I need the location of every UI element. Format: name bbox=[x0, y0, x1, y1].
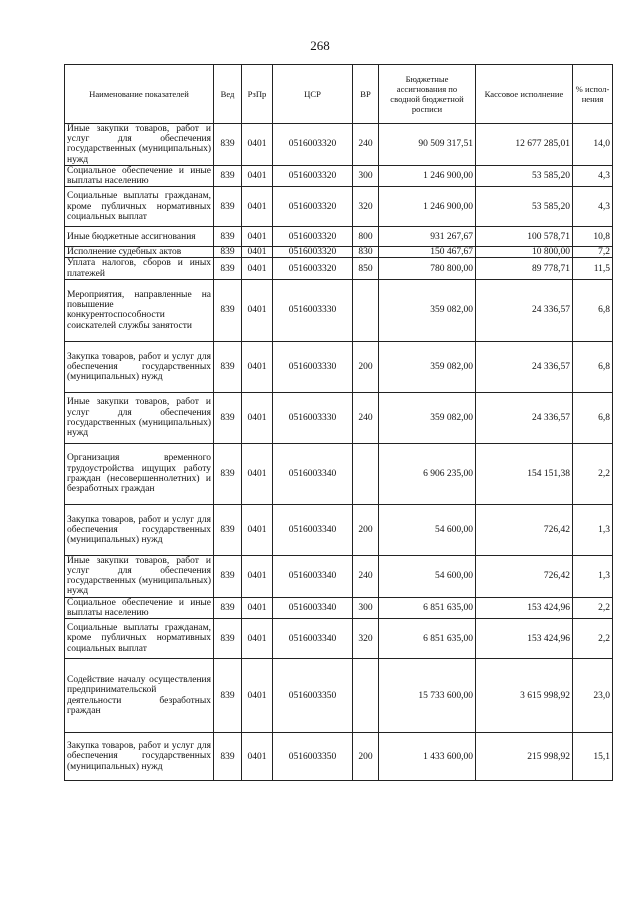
row-ved: 839 bbox=[214, 659, 242, 733]
row-csr: 0516003340 bbox=[273, 555, 353, 597]
row-budget: 150 467,67 bbox=[379, 247, 476, 258]
row-name: Закупка товаров, работ и услуг для обеспечения государственных (муниципальных) нужд bbox=[65, 733, 214, 781]
table-row bbox=[65, 504, 613, 555]
row-budget: 6 906 235,00 bbox=[379, 443, 476, 504]
row-budget: 780 800,00 bbox=[379, 258, 476, 279]
row-rzpr: 0401 bbox=[242, 187, 273, 227]
row-rzpr: 0401 bbox=[242, 733, 273, 781]
row-csr: 0516003320 bbox=[273, 124, 353, 166]
row-cash: 100 578,71 bbox=[476, 227, 573, 247]
row-csr: 0516003320 bbox=[273, 227, 353, 247]
row-rzpr: 0401 bbox=[242, 659, 273, 733]
row-vr: 240 bbox=[353, 555, 379, 597]
row-cash: 153 424,96 bbox=[476, 597, 573, 618]
table-row bbox=[65, 227, 613, 247]
row-name: Организация временного трудоустройства ищущих работу граждан (несовершеннолетних) и безработных граждан bbox=[65, 443, 214, 504]
row-vr: 300 bbox=[353, 597, 379, 618]
row-rzpr: 0401 bbox=[242, 279, 273, 341]
header-cash: Кассовое исполнение bbox=[476, 65, 573, 124]
row-name: Иные закупки товаров, работ и услуг для обеспечения государственных (муниципальных) нужд bbox=[65, 555, 214, 597]
row-ved: 839 bbox=[214, 341, 242, 392]
row-ved: 839 bbox=[214, 443, 242, 504]
row-name: Содействие началу осуществления предпринимательской деятельности безработных граждан bbox=[65, 659, 214, 733]
table-row bbox=[65, 187, 613, 227]
row-cash: 153 424,96 bbox=[476, 619, 573, 659]
header-budget: Бюджетные ассигнования по сводной бюджетной росписи bbox=[379, 65, 476, 124]
row-csr: 0516003340 bbox=[273, 504, 353, 555]
row-vr bbox=[353, 659, 379, 733]
row-cash: 24 336,57 bbox=[476, 279, 573, 341]
table-row bbox=[65, 733, 613, 781]
row-ved: 839 bbox=[214, 597, 242, 618]
row-budget: 1 246 900,00 bbox=[379, 187, 476, 227]
row-ved: 839 bbox=[214, 619, 242, 659]
table-row bbox=[65, 124, 613, 166]
row-name: Уплата налогов, сборов и иных платежей bbox=[65, 258, 214, 279]
row-name: Социальное обеспечение и иные выплаты населению bbox=[65, 597, 214, 618]
row-cash: 154 151,38 bbox=[476, 443, 573, 504]
row-csr: 0516003340 bbox=[273, 597, 353, 618]
table-row bbox=[65, 659, 613, 733]
row-budget: 90 509 317,51 bbox=[379, 124, 476, 166]
row-ved: 839 bbox=[214, 279, 242, 341]
row-name: Исполнение судебных актов bbox=[65, 247, 214, 258]
row-csr: 0516003350 bbox=[273, 733, 353, 781]
row-budget: 1 433 600,00 bbox=[379, 733, 476, 781]
row-budget: 15 733 600,00 bbox=[379, 659, 476, 733]
row-vr: 200 bbox=[353, 341, 379, 392]
row-pct: 2,2 bbox=[573, 619, 613, 659]
header-vr: ВР bbox=[353, 65, 379, 124]
header-pct: % испол-нения bbox=[573, 65, 613, 124]
row-cash: 10 800,00 bbox=[476, 247, 573, 258]
row-name: Мероприятия, направленные на повышение конкурентоспособности соискателей службы занятости bbox=[65, 279, 214, 341]
row-csr: 0516003330 bbox=[273, 392, 353, 443]
row-name: Иные закупки товаров, работ и услуг для обеспечения государственных (муниципальных) нужд bbox=[65, 124, 214, 166]
row-vr: 800 bbox=[353, 227, 379, 247]
row-rzpr: 0401 bbox=[242, 443, 273, 504]
row-vr: 300 bbox=[353, 165, 379, 186]
row-name: Иные закупки товаров, работ и услуг для обеспечения государственных (муниципальных) нужд bbox=[65, 392, 214, 443]
row-rzpr: 0401 bbox=[242, 504, 273, 555]
table-body bbox=[65, 124, 613, 781]
row-csr: 0516003340 bbox=[273, 443, 353, 504]
row-budget: 6 851 635,00 bbox=[379, 597, 476, 618]
table-row bbox=[65, 247, 613, 258]
row-pct: 15,1 bbox=[573, 733, 613, 781]
row-pct: 23,0 bbox=[573, 659, 613, 733]
row-pct: 6,8 bbox=[573, 392, 613, 443]
row-vr: 240 bbox=[353, 124, 379, 166]
row-budget: 931 267,67 bbox=[379, 227, 476, 247]
row-rzpr: 0401 bbox=[242, 341, 273, 392]
row-name: Закупка товаров, работ и услуг для обеспечения государственных (муниципальных) нужд bbox=[65, 341, 214, 392]
row-pct: 4,3 bbox=[573, 187, 613, 227]
row-ved: 839 bbox=[214, 124, 242, 166]
table-row bbox=[65, 165, 613, 186]
row-cash: 3 615 998,92 bbox=[476, 659, 573, 733]
row-pct: 6,8 bbox=[573, 341, 613, 392]
table-row bbox=[65, 555, 613, 597]
row-vr: 200 bbox=[353, 504, 379, 555]
row-csr: 0516003320 bbox=[273, 247, 353, 258]
table-row bbox=[65, 392, 613, 443]
row-cash: 89 778,71 bbox=[476, 258, 573, 279]
row-cash: 53 585,20 bbox=[476, 165, 573, 186]
row-csr: 0516003320 bbox=[273, 165, 353, 186]
row-pct: 11,5 bbox=[573, 258, 613, 279]
row-csr: 0516003340 bbox=[273, 619, 353, 659]
table-row bbox=[65, 279, 613, 341]
row-ved: 839 bbox=[214, 165, 242, 186]
row-ved: 839 bbox=[214, 187, 242, 227]
row-budget: 6 851 635,00 bbox=[379, 619, 476, 659]
row-cash: 53 585,20 bbox=[476, 187, 573, 227]
row-pct: 7,2 bbox=[573, 247, 613, 258]
row-ved: 839 bbox=[214, 555, 242, 597]
row-budget: 359 082,00 bbox=[379, 341, 476, 392]
row-name: Закупка товаров, работ и услуг для обеспечения государственных (муниципальных) нужд bbox=[65, 504, 214, 555]
row-ved: 839 bbox=[214, 227, 242, 247]
row-budget: 54 600,00 bbox=[379, 504, 476, 555]
row-vr: 240 bbox=[353, 392, 379, 443]
row-pct: 4,3 bbox=[573, 165, 613, 186]
row-csr: 0516003320 bbox=[273, 187, 353, 227]
table-row bbox=[65, 258, 613, 279]
row-rzpr: 0401 bbox=[242, 597, 273, 618]
row-pct: 2,2 bbox=[573, 597, 613, 618]
row-rzpr: 0401 bbox=[242, 165, 273, 186]
row-cash: 726,42 bbox=[476, 555, 573, 597]
row-name: Иные бюджетные ассигнования bbox=[65, 227, 214, 247]
row-vr: 320 bbox=[353, 187, 379, 227]
row-pct: 14,0 bbox=[573, 124, 613, 166]
table-row bbox=[65, 619, 613, 659]
row-csr: 0516003320 bbox=[273, 258, 353, 279]
row-vr: 850 bbox=[353, 258, 379, 279]
row-budget: 1 246 900,00 bbox=[379, 165, 476, 186]
row-name: Социальные выплаты гражданам, кроме публичных нормативных социальных выплат bbox=[65, 187, 214, 227]
row-pct: 6,8 bbox=[573, 279, 613, 341]
row-pct: 1,3 bbox=[573, 555, 613, 597]
row-ved: 839 bbox=[214, 392, 242, 443]
row-csr: 0516003330 bbox=[273, 279, 353, 341]
row-rzpr: 0401 bbox=[242, 227, 273, 247]
row-vr: 200 bbox=[353, 733, 379, 781]
row-rzpr: 0401 bbox=[242, 392, 273, 443]
row-rzpr: 0401 bbox=[242, 247, 273, 258]
row-pct: 2,2 bbox=[573, 443, 613, 504]
row-rzpr: 0401 bbox=[242, 258, 273, 279]
row-vr: 830 bbox=[353, 247, 379, 258]
row-ved: 839 bbox=[214, 733, 242, 781]
row-vr bbox=[353, 443, 379, 504]
row-rzpr: 0401 bbox=[242, 555, 273, 597]
row-ved: 839 bbox=[214, 247, 242, 258]
row-cash: 726,42 bbox=[476, 504, 573, 555]
row-budget: 359 082,00 bbox=[379, 279, 476, 341]
header-name: Наименование показателей bbox=[65, 65, 214, 124]
row-budget: 359 082,00 bbox=[379, 392, 476, 443]
row-rzpr: 0401 bbox=[242, 124, 273, 166]
row-name: Социальное обеспечение и иные выплаты населению bbox=[65, 165, 214, 186]
row-csr: 0516003350 bbox=[273, 659, 353, 733]
row-ved: 839 bbox=[214, 258, 242, 279]
row-pct: 1,3 bbox=[573, 504, 613, 555]
row-cash: 24 336,57 bbox=[476, 392, 573, 443]
page-number: 268 bbox=[310, 38, 330, 53]
row-csr: 0516003330 bbox=[273, 341, 353, 392]
table-header bbox=[65, 65, 613, 124]
row-cash: 12 677 285,01 bbox=[476, 124, 573, 166]
row-budget: 54 600,00 bbox=[379, 555, 476, 597]
row-ved: 839 bbox=[214, 504, 242, 555]
table-row bbox=[65, 597, 613, 618]
header-csr: ЦСР bbox=[273, 65, 353, 124]
row-vr bbox=[353, 279, 379, 341]
header-ved: Вед bbox=[214, 65, 242, 124]
row-rzpr: 0401 bbox=[242, 619, 273, 659]
budget-execution-table bbox=[64, 64, 613, 781]
table-row bbox=[65, 443, 613, 504]
row-cash: 24 336,57 bbox=[476, 341, 573, 392]
row-name: Социальные выплаты гражданам, кроме публичных нормативных социальных выплат bbox=[65, 619, 214, 659]
row-cash: 215 998,92 bbox=[476, 733, 573, 781]
table-row bbox=[65, 341, 613, 392]
row-vr: 320 bbox=[353, 619, 379, 659]
header-rzpr: РзПр bbox=[242, 65, 273, 124]
row-pct: 10,8 bbox=[573, 227, 613, 247]
